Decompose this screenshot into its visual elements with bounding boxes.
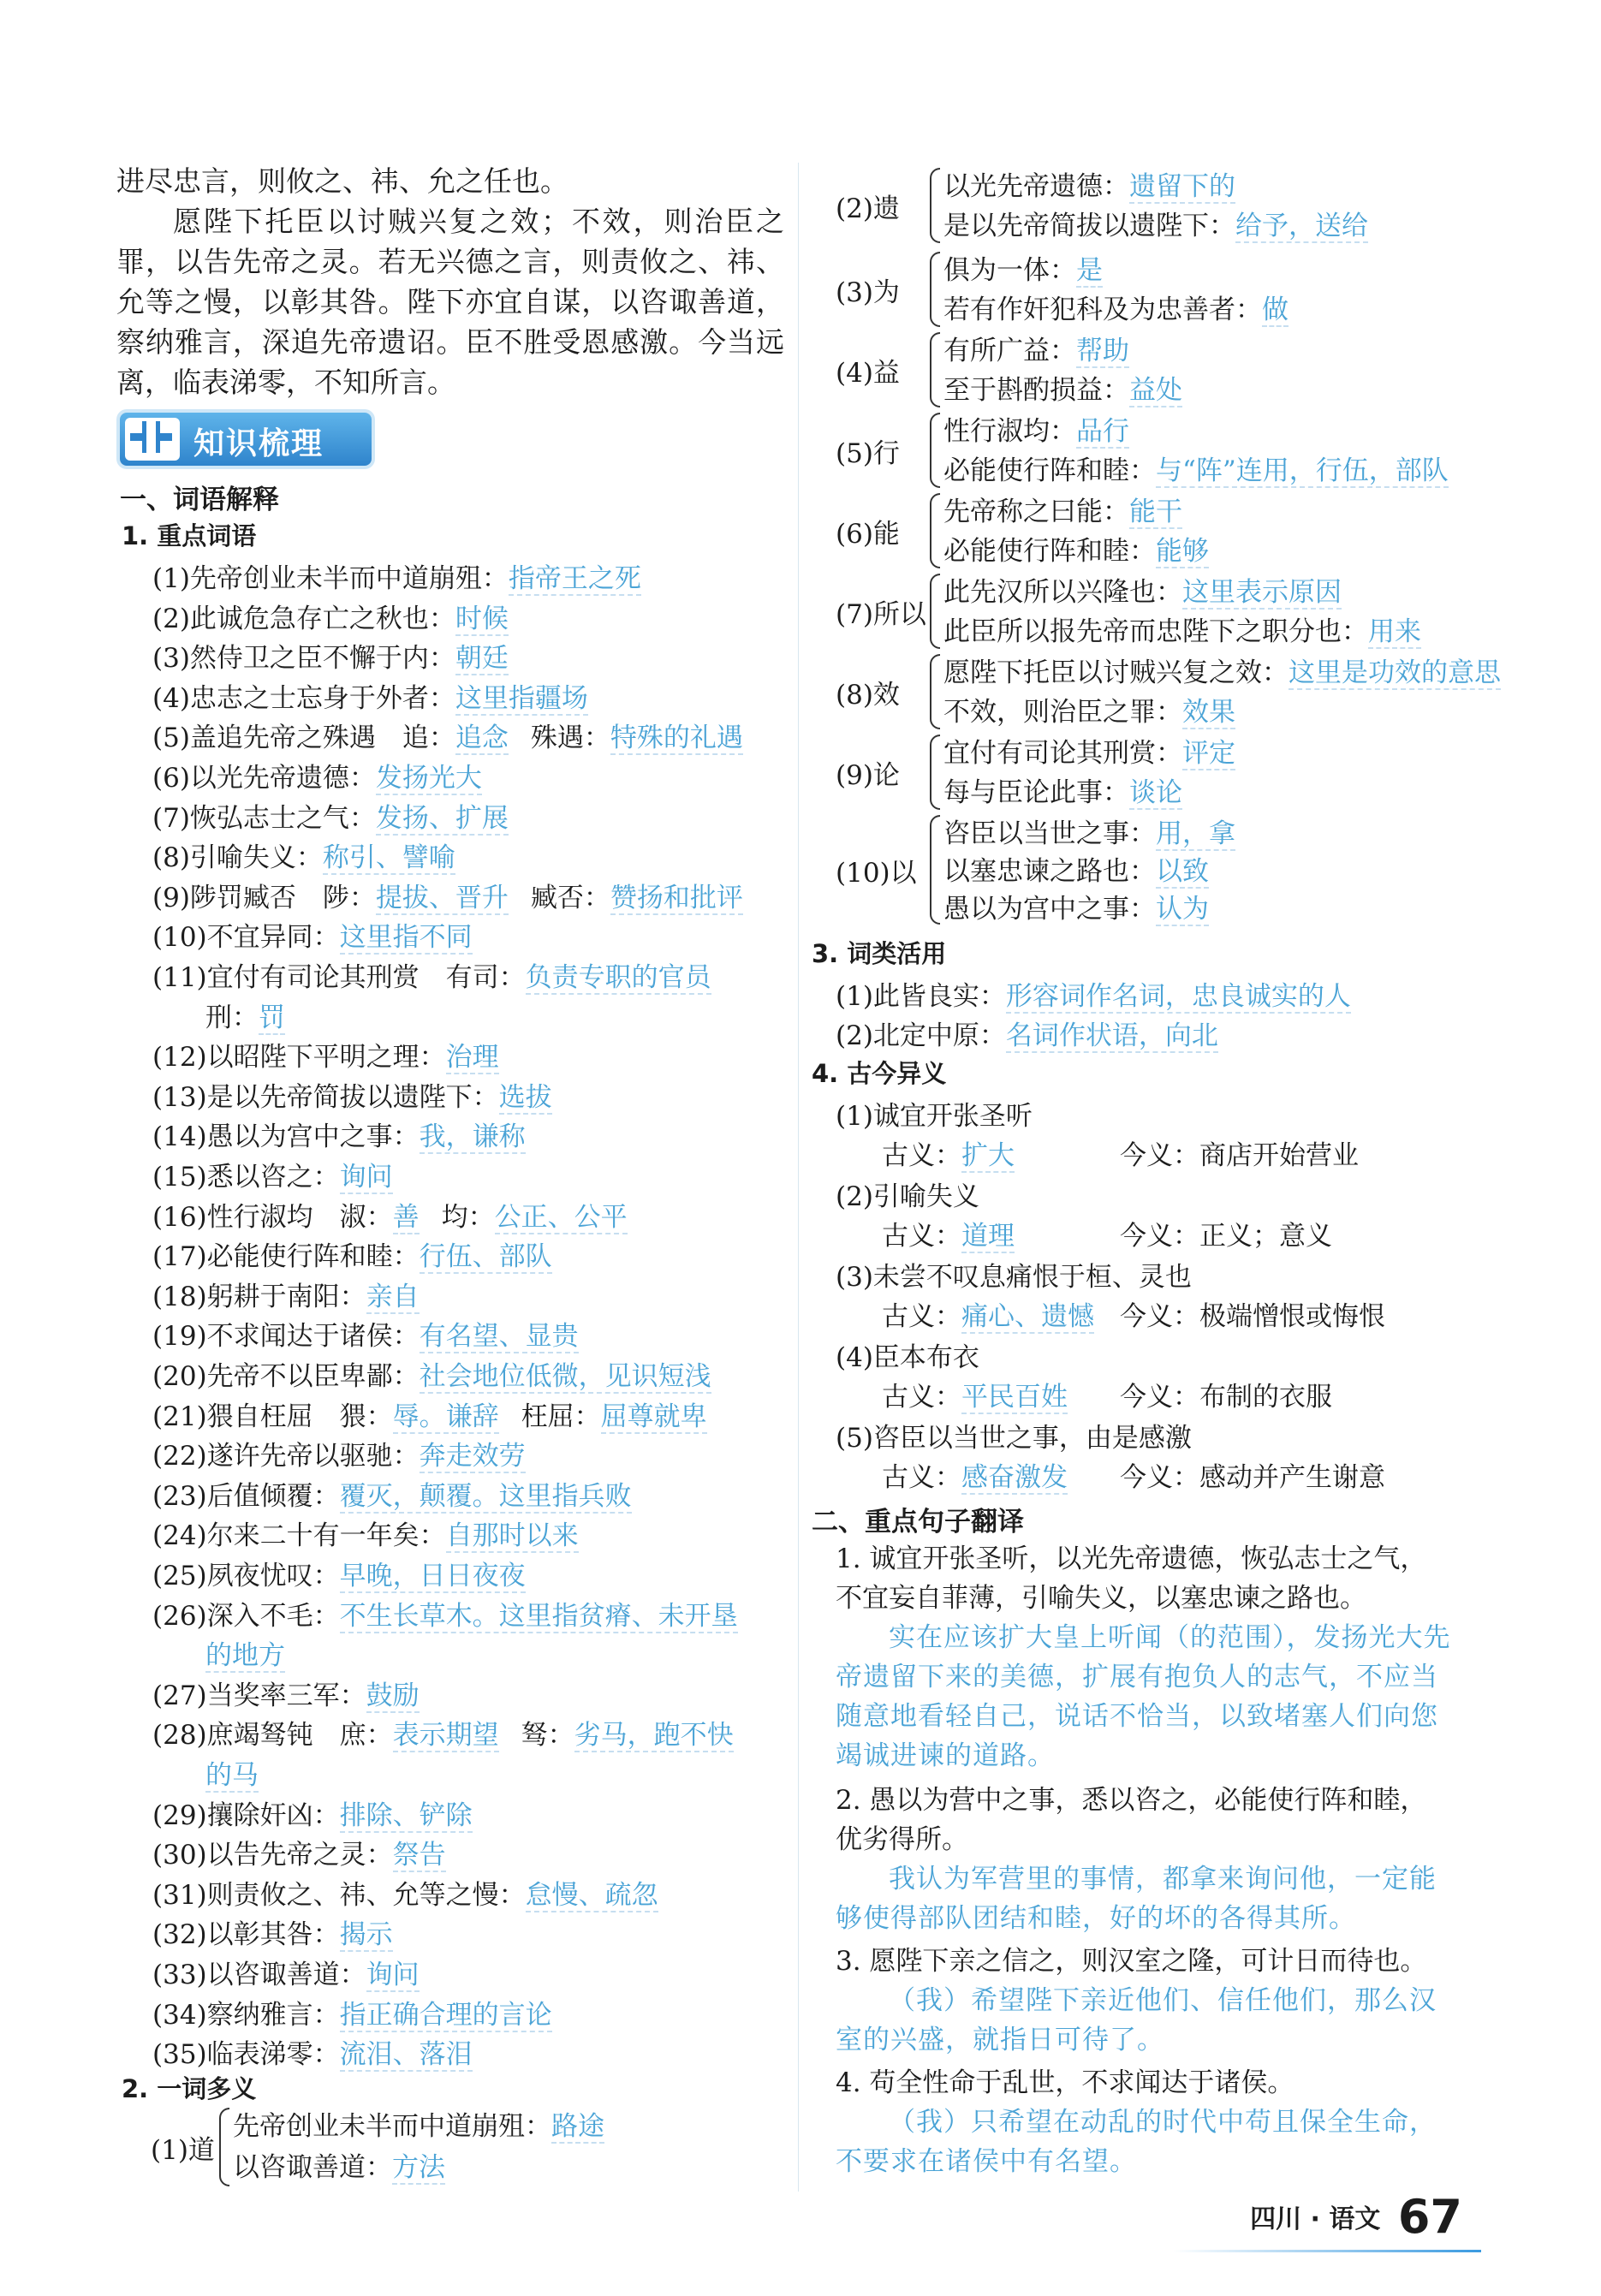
vocab-question: (22)遂许先帝以驱驰： bbox=[152, 1441, 420, 1472]
vocab-answer: 祭告 bbox=[392, 1840, 446, 1871]
vocab-item bbox=[152, 716, 743, 754]
ancient-label: 古义： bbox=[882, 1221, 961, 1252]
modern-value: 极端憎恨或悔恨 bbox=[1199, 1301, 1385, 1332]
polysemy-sentence: 有所广益： bbox=[943, 336, 1076, 366]
conversion-explanation: 名词作状语，向北 bbox=[1005, 1020, 1218, 1051]
modern-label: 今义： bbox=[1120, 1221, 1199, 1252]
polysemy-word: (6)能 bbox=[836, 519, 900, 550]
vocab-answer: 称引、譬喻 bbox=[322, 842, 455, 873]
modern-label: 今义： bbox=[1120, 1382, 1199, 1413]
polysemy-item bbox=[943, 731, 1235, 770]
polysemy-word: (10)以 bbox=[836, 858, 917, 889]
translation-item bbox=[836, 1539, 1452, 1776]
vocab-question: 驽： bbox=[521, 1720, 574, 1751]
vocab-answer: 社会地位低微，见识短浅 bbox=[419, 1361, 711, 1392]
vocab-answer: 行伍、部队 bbox=[419, 1241, 552, 1272]
polysemy-meaning: 效果 bbox=[1182, 697, 1235, 728]
polysemy-item bbox=[943, 610, 1421, 648]
polysemy-sentence: 先帝创业未半而中道崩殂： bbox=[233, 2111, 551, 2142]
vocab-item bbox=[152, 1514, 579, 1552]
polysemy-word: (2)遗 bbox=[836, 193, 900, 224]
vocab-answer: 选拔 bbox=[498, 1082, 552, 1113]
polysemy-item bbox=[943, 409, 1129, 448]
vocab-answer: 的马 bbox=[205, 1760, 259, 1791]
ancient-label: 古义： bbox=[882, 1301, 961, 1332]
polysemy-sentence: 此先汉所以兴隆也： bbox=[943, 577, 1182, 608]
brace-icon bbox=[930, 413, 940, 488]
vocab-item bbox=[152, 1275, 420, 1313]
vocab-item bbox=[152, 1234, 552, 1273]
vocab-question: (31)则责攸之、祎、允等之慢： bbox=[152, 1880, 526, 1911]
polysemy-sentence: 以咨诹善道： bbox=[233, 2152, 392, 2183]
vocab-answer: 赞扬和批评 bbox=[610, 883, 743, 913]
polysemy-word: (5)行 bbox=[836, 438, 900, 469]
vocab-answer: 发扬、扩展 bbox=[375, 803, 509, 834]
vocab-item bbox=[152, 597, 509, 635]
vocab-item bbox=[152, 1434, 526, 1472]
vocab-question: (32)以彰其咎： bbox=[152, 1919, 340, 1950]
polysemy-meaning: 益处 bbox=[1129, 375, 1182, 406]
modern-value: 商店开始营业 bbox=[1199, 1140, 1359, 1171]
polysemy-item bbox=[943, 529, 1209, 568]
polysemy-sentence: 咨臣以当世之事： bbox=[943, 818, 1156, 849]
brace-icon bbox=[930, 735, 940, 810]
polysemy-meaning: 做 bbox=[1262, 294, 1289, 325]
polysemy-meaning: 用，拿 bbox=[1156, 818, 1235, 849]
polysemy-item bbox=[943, 490, 1182, 528]
polysemy-item bbox=[943, 164, 1235, 203]
vocab-question: (27)当奖率三军： bbox=[152, 1680, 366, 1711]
vocab-question: (13)是以先帝简拔以遗陛下： bbox=[152, 1082, 499, 1113]
subsection-polysemy: 2. 一词多义 bbox=[122, 2074, 257, 2103]
polysemy-item bbox=[943, 329, 1129, 367]
polysemy-item bbox=[943, 204, 1368, 242]
vocab-item bbox=[152, 1354, 711, 1393]
translation-item bbox=[836, 1781, 1452, 1938]
vocab-question: (24)尔来二十有一年矣： bbox=[152, 1520, 446, 1551]
polysemy-meaning: 与“阵”连用，行伍，部队 bbox=[1156, 455, 1449, 486]
subsection-conversion: 3. 词类活用 bbox=[812, 939, 947, 968]
arrows-in-icon bbox=[125, 418, 180, 461]
polysemy-meaning: 遗留下的 bbox=[1129, 171, 1235, 202]
translation-sentence: 3. 愿陛下亲之信之，则汉室之隆，可计日而待也。 bbox=[836, 1946, 1427, 1977]
vocab-question: (8)引喻失义： bbox=[152, 842, 323, 873]
vocab-item bbox=[152, 796, 509, 835]
vocab-answer: 提拔、晋升 bbox=[375, 883, 509, 913]
vocab-item bbox=[152, 1195, 628, 1234]
ancient-meaning bbox=[882, 1133, 1015, 1172]
vocab-item bbox=[152, 1115, 526, 1153]
vocab-question: 臧否： bbox=[530, 883, 610, 913]
vocab-answer: 有名望、显贵 bbox=[419, 1321, 579, 1352]
conversion-explanation: 形容词作名词，忠良诚实的人 bbox=[1005, 981, 1351, 1012]
vocab-answer: 朝廷 bbox=[455, 643, 509, 674]
vocab-answer: 揭示 bbox=[339, 1919, 393, 1950]
vocab-item bbox=[152, 1314, 579, 1353]
polysemy-item bbox=[943, 248, 1103, 287]
vocab-question: (33)以咨诹善道： bbox=[152, 1960, 366, 1990]
vocab-item bbox=[152, 1155, 393, 1193]
brace-icon bbox=[930, 493, 940, 568]
vocab-answer: 公正、公平 bbox=[494, 1202, 628, 1233]
polysemy-item bbox=[233, 2145, 445, 2184]
polysemy-meaning: 路途 bbox=[551, 2111, 604, 2142]
vocab-question: (11)宜付有司论其刑赏 有司： bbox=[152, 962, 526, 993]
vocab-question: (25)夙夜忧叹： bbox=[152, 1561, 340, 1591]
page-footer bbox=[1250, 2190, 1462, 2244]
polysemy-meaning: 这里是功效的意思 bbox=[1289, 657, 1501, 688]
ancient-meaning bbox=[882, 1375, 1068, 1413]
polysemy-word: (8)效 bbox=[836, 680, 900, 711]
vocab-item bbox=[152, 1594, 738, 1633]
polysemy-sentence: 愿陛下托臣以讨贼兴复之效： bbox=[943, 657, 1289, 688]
polysemy-sentence: 必能使行阵和睦： bbox=[943, 455, 1156, 486]
brace-icon bbox=[219, 2108, 229, 2186]
conversion-item bbox=[836, 974, 1351, 1013]
polysemy-sentence: 以塞忠谏之路也： bbox=[943, 856, 1156, 887]
vocab-answer: 的地方 bbox=[205, 1640, 285, 1671]
vocab-answer: 罚 bbox=[259, 1002, 285, 1033]
vocab-item bbox=[152, 1793, 473, 1832]
vocab-item bbox=[152, 1474, 632, 1513]
translation-answer: （我）只希望在动乱的时代中苟且保全生命，不要求在诸侯中有名望。 bbox=[836, 2107, 1437, 2177]
vocab-question: (6)以光先帝遗德： bbox=[152, 763, 376, 794]
polysemy-item bbox=[943, 288, 1289, 326]
column-divider bbox=[798, 163, 799, 2192]
translation-item bbox=[836, 1942, 1452, 2060]
vocab-answer: 不生长草木。这里指贫瘠、未开垦 bbox=[339, 1601, 738, 1632]
vocab-answer: 治理 bbox=[445, 1042, 499, 1073]
translation-answer: 我认为军营里的事情，都拿来询问他，一定能够使得部队团结和睦，好的坏的各得其所。 bbox=[836, 1864, 1437, 1934]
vocab-answer: 怠慢、疏忽 bbox=[525, 1880, 658, 1911]
polysemy-item bbox=[943, 690, 1235, 729]
vocab-answer: 表示期望 bbox=[392, 1720, 499, 1751]
modern-meaning bbox=[1120, 1214, 1332, 1252]
vocab-item bbox=[152, 1873, 658, 1912]
vocab-item bbox=[152, 955, 711, 994]
polysemy-meaning: 谈论 bbox=[1129, 777, 1182, 808]
translation-item bbox=[836, 2063, 1452, 2181]
ancient-modern-sentence: (3)未尝不叹息痛恨于桓、灵也 bbox=[836, 1262, 1192, 1293]
vocab-answer: 询问 bbox=[339, 1162, 393, 1193]
brace-icon bbox=[930, 332, 940, 407]
vocab-answer: 指正确合理的言论 bbox=[339, 2000, 552, 2031]
vocab-answer: 排除、铲除 bbox=[339, 1800, 473, 1831]
polysemy-sentence: 愚以为宫中之事： bbox=[943, 894, 1156, 925]
vocab-answer: 劣马，跑不快 bbox=[574, 1720, 734, 1751]
section-title-vocab: 一、词语解释 bbox=[120, 485, 279, 515]
polysemy-meaning: 是 bbox=[1076, 255, 1103, 286]
polysemy-meaning: 给予，送给 bbox=[1235, 211, 1368, 241]
vocab-item bbox=[152, 1833, 446, 1871]
polysemy-sentence: 俱为一体： bbox=[943, 255, 1076, 286]
translation-answer: （我）希望陛下亲近他们、信任他们，那么汉室的兴盛，就指日可待了。 bbox=[836, 1985, 1437, 2055]
modern-meaning bbox=[1120, 1133, 1359, 1172]
vocab-answer: 指帝王之死 bbox=[508, 563, 641, 594]
vocab-question: (18)躬耕于南阳： bbox=[152, 1282, 366, 1312]
vocab-item bbox=[152, 915, 473, 954]
vocab-answer: 早晚，日日夜夜 bbox=[339, 1561, 526, 1591]
subsection-key-words: 1. 重点词语 bbox=[122, 521, 257, 550]
vocab-item bbox=[152, 556, 641, 595]
vocab-question: (35)临表涕零： bbox=[152, 2039, 340, 2070]
polysemy-item bbox=[943, 849, 1209, 888]
ancient-label: 古义： bbox=[882, 1382, 961, 1413]
vocab-answer: 发扬光大 bbox=[375, 763, 482, 794]
polysemy-meaning: 以致 bbox=[1156, 856, 1209, 887]
polysemy-meaning: 评定 bbox=[1182, 738, 1235, 769]
vocab-question: (23)后值倾覆： bbox=[152, 1481, 340, 1512]
vocab-question: (10)不宜异同： bbox=[152, 922, 340, 953]
vocab-item bbox=[152, 676, 588, 715]
vocab-answer: 特殊的礼遇 bbox=[610, 723, 743, 753]
vocab-item bbox=[152, 1035, 499, 1074]
vocab-question: (9)陟罚臧否 陟： bbox=[152, 883, 376, 913]
vocab-question: (1)先帝创业未半而中道崩殂： bbox=[152, 563, 509, 594]
vocab-answer: 奔走效劳 bbox=[419, 1441, 526, 1472]
polysemy-item bbox=[943, 449, 1449, 487]
vocab-question: (7)恢弘志士之气： bbox=[152, 803, 376, 834]
ancient-value: 感奋激发 bbox=[961, 1462, 1068, 1493]
vocab-question: (30)以告先帝之灵： bbox=[152, 1840, 393, 1871]
vocab-item bbox=[152, 1993, 552, 2031]
vocab-question: (2)此诚危急存亡之秋也： bbox=[152, 604, 455, 634]
vocab-answer: 询问 bbox=[366, 1960, 420, 1990]
vocab-question: (16)性行淑均 淑： bbox=[152, 1202, 393, 1233]
vocab-item bbox=[152, 1554, 526, 1592]
vocab-question: 均： bbox=[441, 1202, 495, 1233]
vocab-answer: 屈尊就卑 bbox=[600, 1401, 707, 1432]
polysemy-item bbox=[943, 770, 1182, 809]
ancient-label: 古义： bbox=[882, 1140, 961, 1171]
conversion-item bbox=[836, 1014, 1218, 1052]
ancient-modern-sentence: (1)诚宜开张圣听 bbox=[836, 1101, 1033, 1132]
translation-sentence: 1. 诚宜开张圣听，以光先帝遗德，恢弘志士之气，不宜妄自菲薄，引喻失义，以塞忠谏之路也。 bbox=[836, 1544, 1427, 1614]
polysemy-word: (1)道 bbox=[151, 2135, 215, 2166]
polysemy-word: (7)所以 bbox=[836, 599, 926, 630]
section-badge bbox=[120, 413, 372, 466]
ancient-value: 道理 bbox=[961, 1221, 1015, 1252]
brace-icon bbox=[930, 252, 940, 327]
vocab-item bbox=[152, 2032, 473, 2071]
polysemy-meaning: 帮助 bbox=[1076, 336, 1129, 366]
vocab-item bbox=[152, 1953, 420, 1991]
footer-dot: · bbox=[1310, 2204, 1320, 2234]
polysemy-meaning: 方法 bbox=[392, 2152, 445, 2183]
modern-label: 今义： bbox=[1120, 1140, 1199, 1171]
brace-icon bbox=[930, 815, 940, 925]
page-number: 67 bbox=[1397, 2190, 1462, 2244]
modern-meaning bbox=[1120, 1375, 1332, 1413]
section-title-translation: 二、重点句子翻译 bbox=[812, 1507, 1024, 1538]
vocab-item bbox=[152, 1674, 420, 1712]
vocab-question: (3)然侍卫之臣不懈于内： bbox=[152, 643, 455, 674]
vocab-answer: 辱。谦辞 bbox=[392, 1401, 499, 1432]
vocab-item bbox=[152, 836, 455, 874]
polysemy-word: (3)为 bbox=[836, 277, 900, 308]
ancient-modern-sentence: (2)引喻失义 bbox=[836, 1181, 979, 1212]
polysemy-meaning: 能干 bbox=[1129, 497, 1182, 527]
polysemy-item bbox=[943, 651, 1501, 689]
polysemy-meaning: 这里表示原因 bbox=[1182, 577, 1342, 608]
ancient-value: 扩大 bbox=[961, 1140, 1015, 1171]
modern-value: 感动并产生谢意 bbox=[1199, 1462, 1385, 1493]
polysemy-meaning: 认为 bbox=[1156, 894, 1209, 925]
vocab-item bbox=[152, 1713, 734, 1752]
polysemy-item bbox=[233, 2104, 604, 2143]
vocab-answer: 追念 bbox=[455, 723, 509, 753]
vocab-question: (5)盖追先帝之殊遇 追： bbox=[152, 723, 455, 753]
ancient-value: 平民百姓 bbox=[961, 1382, 1068, 1413]
polysemy-word: (4)益 bbox=[836, 358, 900, 389]
vocab-answer: 时候 bbox=[455, 604, 509, 634]
vocab-question: (26)深入不毛： bbox=[152, 1601, 340, 1632]
vocab-answer: 流泪、落泪 bbox=[339, 2039, 473, 2070]
vocab-question: (17)必能使行阵和睦： bbox=[152, 1241, 420, 1272]
passage-line: 进尽忠言，则攸之、祎、允之任也。 bbox=[116, 164, 568, 198]
polysemy-sentence: 以光先帝遗德： bbox=[943, 171, 1129, 202]
vocab-item bbox=[152, 636, 509, 675]
ancient-label: 古义： bbox=[882, 1462, 961, 1493]
vocab-answer: 自那时以来 bbox=[445, 1520, 579, 1551]
vocab-question: (28)庶竭驽钝 庶： bbox=[152, 1720, 393, 1751]
polysemy-sentence: 若有作奸犯科及为忠善者： bbox=[943, 294, 1262, 325]
vocab-item bbox=[205, 1633, 285, 1672]
vocab-question: (19)不求闻达于诸侯： bbox=[152, 1321, 420, 1352]
polysemy-sentence: 每与臣论此事： bbox=[943, 777, 1129, 808]
polysemy-sentence: 性行淑均： bbox=[943, 416, 1076, 447]
brace-icon bbox=[930, 574, 940, 649]
vocab-question: (4)忠志之士忘身于外者： bbox=[152, 683, 455, 714]
vocab-question: (12)以昭陛下平明之理： bbox=[152, 1042, 446, 1073]
vocab-answer: 鼓励 bbox=[366, 1680, 420, 1711]
polysemy-word: (9)论 bbox=[836, 760, 900, 791]
ancient-meaning bbox=[882, 1214, 1015, 1252]
polysemy-meaning: 用来 bbox=[1368, 616, 1421, 647]
footer-region: 四川 bbox=[1250, 2204, 1302, 2234]
modern-label: 今义： bbox=[1120, 1301, 1199, 1332]
passage bbox=[116, 161, 784, 402]
vocab-item bbox=[152, 1075, 552, 1114]
passage-paragraph: 愿陛下托臣以讨贼兴复之效；不效，则治臣之罪，以告先帝之灵。若无兴德之言，则责攸之、祎、允等之慢，以彰其咎。陛下亦宜自谋，以咨诹善道，察纳雅言，深追先帝遗诏。臣不胜受恩感激。今当远离，临表涕零，不知所言。 bbox=[116, 205, 784, 399]
vocab-answer: 我，谦称 bbox=[419, 1121, 526, 1152]
modern-label: 今义： bbox=[1120, 1462, 1199, 1493]
footer-rule bbox=[1173, 2250, 1481, 2252]
brace-icon bbox=[930, 168, 940, 243]
polysemy-sentence: 先帝称之曰能： bbox=[943, 497, 1129, 527]
ancient-modern-sentence: (5)咨臣以当世之事，由是感激 bbox=[836, 1423, 1192, 1454]
vocab-item bbox=[205, 1753, 259, 1792]
conversion-sentence: (1)此皆良实： bbox=[836, 981, 1006, 1012]
ancient-value: 痛心、遗憾 bbox=[961, 1301, 1094, 1332]
translation-answer: 实在应该扩大皇上听闻（的范围），发扬光大先帝遗留下来的美德，扩展有抱负人的志气，不应当随意地看轻自己，说话不恰当，以致堵塞人们向您竭诚进谏的道路。 bbox=[836, 1622, 1451, 1771]
polysemy-sentence: 是以先帝简拔以遗陛下： bbox=[943, 211, 1235, 241]
polysemy-sentence: 至于斟酌损益： bbox=[943, 375, 1129, 406]
modern-meaning bbox=[1120, 1455, 1385, 1494]
modern-meaning bbox=[1120, 1294, 1385, 1333]
vocab-question: 枉屈： bbox=[521, 1401, 601, 1432]
modern-value: 布制的衣服 bbox=[1199, 1382, 1332, 1413]
polysemy-sentence: 此臣所以报先帝而忠陛下之职分也： bbox=[943, 616, 1368, 647]
polysemy-item bbox=[943, 570, 1342, 609]
polysemy-sentence: 宜付有司论其刑赏： bbox=[943, 738, 1182, 769]
vocab-answer: 覆灭，颠覆。这里指兵败 bbox=[339, 1481, 632, 1512]
modern-value: 正义；意义 bbox=[1199, 1221, 1332, 1252]
badge-title: 知识梳理 bbox=[193, 426, 324, 461]
vocab-question: 刑： bbox=[205, 1002, 259, 1033]
ancient-meaning bbox=[882, 1455, 1068, 1494]
ancient-modern-sentence: (4)臣本布衣 bbox=[836, 1342, 979, 1373]
ancient-meaning bbox=[882, 1294, 1094, 1333]
footer-subject: 语文 bbox=[1329, 2204, 1381, 2234]
vocab-item bbox=[152, 1912, 393, 1951]
translation-sentence: 2. 愚以为营中之事，悉以咨之，必能使行阵和睦，优劣得所。 bbox=[836, 1785, 1427, 1855]
vocab-item bbox=[152, 1395, 707, 1433]
vocab-item bbox=[205, 996, 285, 1034]
polysemy-sentence: 必能使行阵和睦： bbox=[943, 536, 1156, 567]
vocab-answer: 这里指不同 bbox=[339, 922, 473, 953]
polysemy-meaning: 能够 bbox=[1156, 536, 1209, 567]
polysemy-sentence: 不效，则治臣之罪： bbox=[943, 697, 1182, 728]
vocab-question: (15)悉以咨之： bbox=[152, 1162, 340, 1193]
polysemy-meaning: 品行 bbox=[1076, 416, 1129, 447]
brace-icon bbox=[930, 654, 940, 729]
polysemy-item bbox=[943, 368, 1182, 407]
vocab-question: (21)猥自枉屈 猥： bbox=[152, 1401, 393, 1432]
subsection-ancient-modern: 4. 古今异义 bbox=[812, 1059, 947, 1088]
vocab-item bbox=[152, 756, 482, 794]
vocab-question: (20)先帝不以臣卑鄙： bbox=[152, 1361, 420, 1392]
vocab-question: 殊遇： bbox=[530, 723, 610, 753]
vocab-answer: 亲自 bbox=[366, 1282, 420, 1312]
vocab-question: (29)攘除奸凶： bbox=[152, 1800, 340, 1831]
vocab-question: (34)察纳雅言： bbox=[152, 2000, 340, 2031]
polysemy-item bbox=[943, 887, 1209, 925]
vocab-answer: 善 bbox=[392, 1202, 420, 1233]
vocab-answer: 这里指疆场 bbox=[455, 683, 588, 714]
vocab-answer: 负责专职的官员 bbox=[525, 962, 711, 993]
polysemy-item bbox=[943, 812, 1235, 850]
conversion-sentence: (2)北定中原： bbox=[836, 1020, 1006, 1051]
vocab-question: (14)愚以为宫中之事： bbox=[152, 1121, 420, 1152]
translation-sentence: 4. 苟全性命于乱世，不求闻达于诸侯。 bbox=[836, 2067, 1294, 2098]
vocab-item bbox=[152, 876, 743, 914]
